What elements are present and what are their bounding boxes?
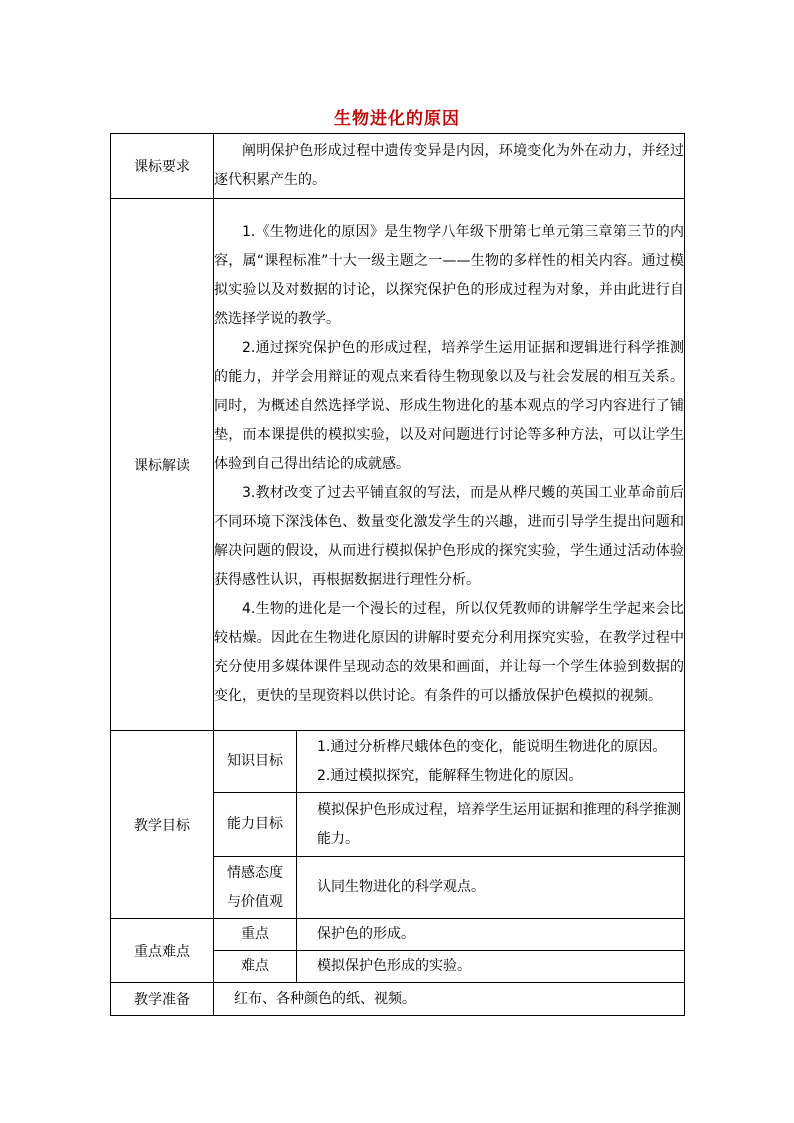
row-preparation: [111, 983, 685, 1016]
ability-goal-text: 模拟保护色形成过程，培养学生运用证据和推理的科学推测能力。: [297, 793, 685, 857]
difficult-point-text: 模拟保护色形成的实验。: [297, 951, 685, 983]
curriculum-interpretation-text: [214, 199, 685, 731]
curriculum-interpretation-label: 课标解读: [111, 199, 214, 731]
knowledge-goal-label: 知识目标: [214, 731, 297, 793]
interpretation-paragraph-4: 4.生物的进化是一个漫长的过程，所以仅凭教师的讲解学生学起来会比较枯燥。因此在生物进化原因的讲解时要充分利用探究实验，在教学过程中充分使用多媒体课件呈现动态的效果和画面，并让每一个学生体验到数据的变化，更快的呈现资料以供讨论。有条件的可以播放保护色模拟的视频。: [214, 601, 684, 704]
row-knowledge-goal: [111, 731, 685, 793]
interpretation-paragraph-1: 1.《生物进化的原因》是生物学八年级下册第七单元第三章第三节的内容，属“课程标准”十大一级主题之一——生物的多样性的相关内容。通过模拟实验以及对数据的讨论，以探究保护色的形成过程为对象，并由此进行自然选择学说的教学。: [214, 224, 684, 327]
interpretation-paragraph-3: 3.教材改变了过去平铺直叙的写法，而是从桦尺蠖的英国工业革命前后不同环境下深浅体色、数量变化激发学生的兴趣，进而引导学生提出问题和解决问题的假设，从而进行模拟保护色形成的探究实验，学生通过活动体验获得感性认识，再根据数据进行理性分析。: [214, 485, 684, 588]
emotion-goal-label-line1: 情感态度: [227, 864, 283, 881]
key-difficult-label: 重点难点: [111, 919, 214, 983]
teaching-goals-label: 教学目标: [111, 731, 214, 919]
knowledge-goal-item-2: 2.通过模拟探究，能解释生物进化的原因。: [317, 767, 583, 784]
emotion-goal-text: 认同生物进化的科学观点。: [297, 857, 685, 919]
emotion-goal-label-line2: 与价值观: [227, 893, 283, 910]
key-point-text: 保护色的形成。: [297, 919, 685, 951]
preparation-text: 红布、各种颜色的纸、视频。: [214, 983, 685, 1016]
row-curriculum-requirement: [111, 134, 685, 199]
knowledge-goal-item-1: 1.通过分析桦尺蛾体色的变化，能说明生物进化的原因。: [317, 738, 667, 755]
preparation-label: 教学准备: [111, 983, 214, 1016]
row-key-point: [111, 919, 685, 951]
lesson-plan-table: [110, 133, 685, 1016]
knowledge-goal-text: [297, 731, 685, 793]
curriculum-requirement-text: [214, 134, 685, 199]
ability-goal-label: 能力目标: [214, 793, 297, 857]
row-curriculum-interpretation: [111, 199, 685, 731]
curriculum-requirement-paragraph: 阐明保护色形成过程中遗传变异是内因，环境变化为外在动力，并经过逐代积累产生的。: [214, 143, 684, 188]
emotion-goal-label: [214, 857, 297, 919]
curriculum-requirement-label: 课标要求: [111, 134, 214, 199]
key-point-label: 重点: [214, 919, 297, 951]
interpretation-paragraph-2: 2.通过探究保护色的形成过程，培养学生运用证据和逻辑进行科学推测的能力，并学会用辩证的观点来看待生物现象以及与社会发展的相互关系。同时，为概述自然选择学说、形成生物进化的基本观点的学习内容进行了铺垫，而本课提供的模拟实验，以及对问题进行讨论等多种方法，可以让学生体验到自己得出结论的成就感。: [214, 340, 684, 472]
document-title: 生物进化的原因: [334, 109, 460, 129]
difficult-point-label: 难点: [214, 951, 297, 983]
